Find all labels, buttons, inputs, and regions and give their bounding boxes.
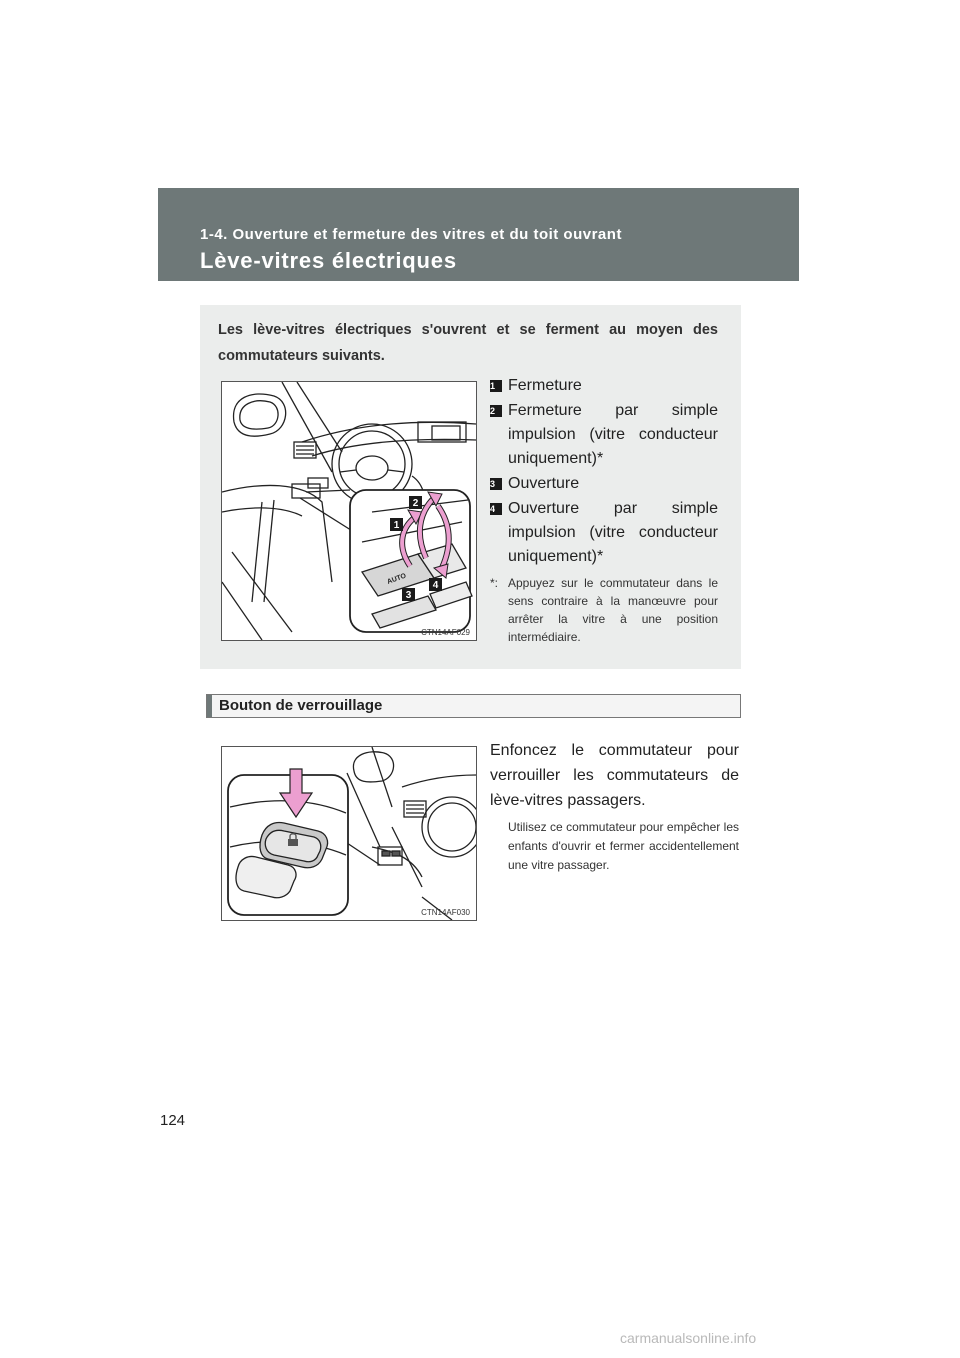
auto-switch-label: AUTO (386, 572, 408, 586)
page-header (158, 188, 799, 281)
section-title: 1-4. Ouverture et fermeture des vitres et du toit ouvrant (200, 226, 622, 243)
item-label: Fermeture par simple impulsion (vitre conducteur uniquement)* (508, 402, 718, 467)
item-number-badge: 1 (490, 380, 502, 392)
item-number-badge: 2 (490, 405, 502, 417)
figure-code: CTN14AF029 (421, 628, 470, 637)
switch-function-list (490, 374, 718, 570)
callout-1: 1 (393, 520, 400, 531)
list-item (490, 472, 718, 496)
footnote-mark: *: (490, 576, 499, 590)
item-number-badge: 3 (490, 478, 502, 490)
heading-text: Bouton de verrouillage (219, 697, 383, 714)
watermark: carmanualsonline.info (620, 1330, 757, 1346)
footnote (490, 574, 718, 646)
callout-3: 3 (405, 590, 412, 601)
lock-description: Enfoncez le commutateur pour verrouiller les commutateurs de lève-vitres passagers. (490, 742, 739, 809)
item-label: Fermeture (508, 377, 582, 394)
lock-switch-illustration (221, 746, 477, 921)
callout-2: 2 (412, 498, 419, 509)
heading-accent-bar (207, 695, 212, 717)
item-label: Ouverture (508, 475, 580, 492)
figure-code: CTN14AF030 (421, 908, 470, 917)
list-item (490, 374, 718, 398)
footnote-text: Appuyez sur le commutateur dans le sens contraire à la manœuvre pour arrêter la vitre à une position intermédiaire. (508, 576, 718, 644)
item-number-badge: 4 (490, 503, 502, 515)
window-switch-drawing (222, 382, 476, 640)
lock-switch-drawing (222, 747, 476, 920)
list-item (490, 497, 718, 569)
item-label: Ouverture par simple impulsion (vitre conducteur uniquement)* (508, 500, 718, 565)
list-item (490, 399, 718, 471)
lock-switch-heading (206, 694, 741, 718)
page-title: Lève-vitres électriques (200, 248, 457, 273)
lock-note: Utilisez ce commutateur pour empêcher les enfants d'ouvrir et fermer accidentellement une vitre passager. (508, 820, 739, 872)
callout-4: 4 (432, 580, 439, 591)
window-switch-illustration (221, 381, 477, 641)
intro-text: Les lève-vitres électriques s'ouvrent et se ferment au moyen des commutateurs suivants. (218, 322, 718, 364)
page-number: 124 (160, 1112, 186, 1129)
